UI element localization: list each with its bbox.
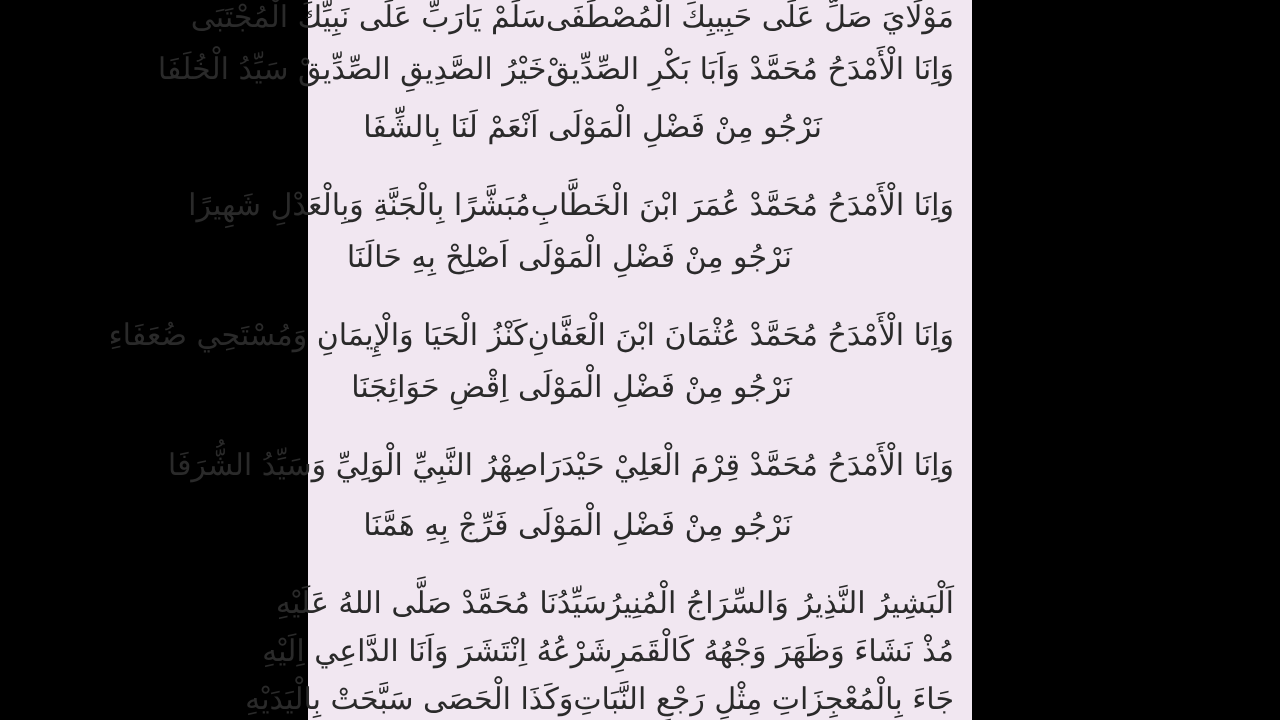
verse-second-hemistich: خَيْرُ الصَّدِيقِ الصِّدِّيقْ سَيِّدُ الْخُلَفَا bbox=[157, 52, 547, 87]
refrain-line: نَرْجُو مِنْ فَضْلِ الْمَوْلَى اَنْعَمْ لَنَا بِالشِّفَا bbox=[363, 110, 822, 145]
verse-first-hemistich: جَاءَ بِالْمُعْجِزَاتِ مِثْلِ رَجْعِ النَّبَاتِ bbox=[573, 682, 954, 717]
refrain-line: نَرْجُو مِنْ فَضْلِ الْمَوْلَى فَرِّجْ بِهِ هَمَّنَا bbox=[363, 508, 792, 543]
verse-line bbox=[157, 50, 954, 90]
verse-line bbox=[245, 680, 954, 720]
verse-first-hemistich: وَاِنَا الْأَمْدَحُ مُحَمَّدْ وَاَبَا بَكْرِ الصِّدِّيقْ bbox=[546, 52, 954, 87]
verse-first-hemistich: وَاِنَا الْأَمْدَحُ مُحَمَّدْ عُمَرَ ابْنَ الْخَطَّابِ bbox=[530, 188, 954, 223]
verse-second-hemistich: كَنْزُ الْحَيَا وَالْإِيمَانِ وَمُسْتَحِي ضُعَفَاءِ bbox=[108, 318, 528, 353]
verse-first-hemistich: وَاِنَا الْأَمْدَحُ مُحَمَّدْ قِرْمَ الْعَلِيْ حَيْدَرَا bbox=[538, 448, 954, 483]
scanned-page bbox=[108, 0, 972, 720]
verse-second-hemistich: سَيِّدُنَا مُحَمَّدْ صَلَّى اللهُ عَلَيْهِ bbox=[275, 586, 607, 621]
refrain-line: نَرْجُو مِنْ فَضْلِ الْمَوْلَى اَصْلِحْ بِهِ حَالَنَا bbox=[346, 240, 792, 275]
verse-line bbox=[188, 186, 954, 226]
verse-second-hemistich: سَلِّمْ يَارَبِّ عَلَى نَبِيِّكَ الْمُجْتَبَى bbox=[190, 0, 547, 35]
verse-first-hemistich: وَاِنَا الْأَمْدَحُ مُحَمَّدْ عُثْمَانَ ابْنَ الْعَفَّانِ bbox=[527, 318, 954, 353]
verse-line bbox=[275, 584, 954, 624]
verse-second-hemistich: مُبَشَّرًا بِالْجَنَّةِ وَبِالْعَدْلِ شَهِيرًا bbox=[188, 188, 531, 223]
verse-second-hemistich: وَكَذَا الْحَصَى سَبَّحَتْ بِالْيَدَيْهِ bbox=[245, 682, 574, 717]
verse-line bbox=[167, 446, 954, 486]
verse-first-hemistich: اَلْبَشِيرُ النَّذِيرُ وَالسِّرَاجُ الْمُنِيرُ bbox=[606, 586, 954, 621]
verse-second-hemistich: شَرْعُهُ اِنْتَشَرَ وَاَنَا الدَّاعِي اِلَيْهِ bbox=[262, 634, 613, 669]
verse-second-hemistich: صِهْرُ النَّبِيِّ الْوَلِيِّ وَسَيِّدُ الشُّرَفَا bbox=[167, 448, 539, 483]
verse-first-hemistich: مَوْلَايَ صَلِّ عَلَى حَبِيبِكَ الْمُصْطَفَى bbox=[546, 0, 954, 35]
verse-line bbox=[108, 316, 954, 356]
verse-line bbox=[190, 0, 954, 38]
refrain-line: نَرْجُو مِنْ فَضْلِ الْمَوْلَى اِقْضِ حَوَائِجَنَا bbox=[351, 370, 792, 405]
verse-line bbox=[262, 632, 954, 672]
verse-first-hemistich: مُذْ نَشَاءَ وَظَهَرَ وَجْهُهُ كَالْقَمَرِ bbox=[612, 634, 954, 669]
